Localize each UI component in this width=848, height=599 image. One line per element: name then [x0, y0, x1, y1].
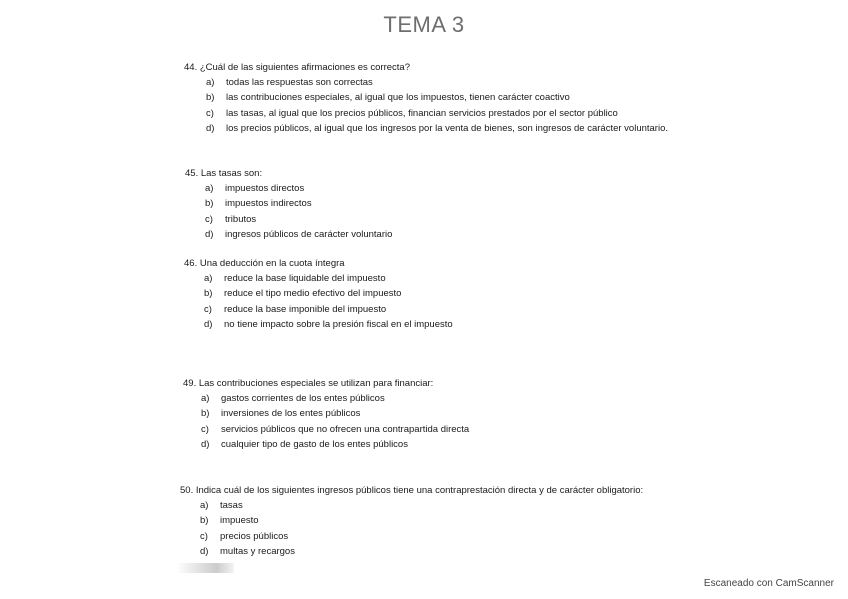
option-letter: b)	[204, 288, 213, 300]
answer-option	[180, 529, 643, 544]
question-45	[185, 166, 392, 242]
option-letter: b)	[201, 408, 210, 420]
option-letter: a)	[204, 273, 213, 285]
option-text: multas y recargos	[220, 545, 295, 557]
answer-option	[185, 212, 392, 227]
answer-option	[185, 181, 392, 196]
option-text: precios públicos	[220, 530, 289, 542]
option-letter: a)	[205, 183, 214, 195]
answer-option	[180, 544, 643, 559]
option-letter: b)	[200, 515, 209, 527]
option-letter: b)	[205, 198, 214, 210]
option-letter: d)	[206, 122, 215, 134]
answer-option	[183, 391, 469, 406]
option-text: las tasas, al igual que los precios públicos, financian servicios prestados por el sector público	[226, 107, 618, 119]
answer-option	[180, 498, 643, 513]
question-stem: 46. Una deducción en la cuota íntegra	[184, 258, 345, 269]
option-text: ingresos públicos de carácter voluntario	[225, 228, 393, 240]
option-text: gastos corrientes de los entes públicos	[221, 393, 385, 405]
answer-option	[184, 90, 678, 105]
option-letter: c)	[201, 423, 209, 435]
option-text: reduce la base imponible del impuesto	[224, 303, 387, 315]
question-stem: 45. Las tasas son:	[185, 168, 263, 179]
question-stem: 44. ¿Cuál de las siguientes afirmaciones es correcta?	[184, 62, 411, 73]
option-text: cualquier tipo de gasto de los entes públicos	[221, 438, 408, 450]
option-text: impuestos directos	[225, 183, 305, 195]
option-text: impuestos indirectos	[225, 198, 312, 210]
question-stem: 50. Indica cuál de los siguientes ingresos públicos tiene una contraprestación directa y de carácter obligatorio:	[180, 485, 644, 496]
option-text: las contribuciones especiales, al igual que los impuestos, tienen carácter coactivo	[226, 92, 570, 104]
option-text: inversiones de los entes públicos	[221, 408, 361, 420]
question-50	[180, 483, 643, 559]
option-text: los precios públicos, al igual que los ingresos por la venta de bienes, son ingresos de carácter voluntario.	[226, 122, 669, 134]
scan-smudge	[176, 563, 234, 573]
option-letter: c)	[200, 530, 208, 542]
option-letter: a)	[206, 77, 215, 89]
question-46	[184, 256, 453, 332]
option-text: servicios públicos que no ofrecen una contrapartida directa	[221, 423, 470, 435]
option-letter: d)	[201, 438, 210, 450]
option-letter: d)	[200, 545, 209, 557]
option-text: todas las respuestas son correctas	[226, 77, 373, 89]
answer-option	[185, 227, 392, 242]
answer-option	[180, 513, 643, 528]
question-44	[184, 60, 678, 136]
option-letter: c)	[206, 107, 214, 119]
answer-option	[184, 271, 453, 286]
option-text: tributos	[225, 213, 257, 225]
option-letter: c)	[204, 303, 212, 315]
question-stem: 49. Las contribuciones especiales se utilizan para financiar:	[183, 378, 434, 389]
scanner-watermark: Escaneado con CamScanner	[703, 578, 834, 589]
answer-option	[184, 302, 453, 317]
answer-option	[183, 437, 469, 452]
question-49	[183, 376, 469, 452]
option-letter: a)	[201, 393, 210, 405]
option-letter: a)	[200, 500, 209, 512]
answer-option	[184, 317, 453, 332]
answer-option	[184, 121, 678, 136]
answer-option	[184, 286, 453, 301]
option-text: reduce la base liquidable del impuesto	[224, 273, 386, 285]
option-text: no tiene impacto sobre la presión fiscal en el impuesto	[224, 318, 453, 330]
answer-option	[183, 422, 469, 437]
option-letter: d)	[205, 228, 214, 240]
option-text: reduce el tipo medio efectivo del impuesto	[224, 288, 402, 300]
answer-option	[184, 75, 678, 90]
option-letter: d)	[204, 318, 213, 330]
option-text: tasas	[220, 500, 243, 512]
page-title: TEMA 3	[383, 12, 465, 37]
option-text: impuesto	[220, 515, 259, 527]
option-letter: c)	[205, 213, 213, 225]
answer-option	[183, 406, 469, 421]
answer-option	[184, 106, 678, 121]
answer-option	[185, 196, 392, 211]
option-letter: b)	[206, 92, 215, 104]
